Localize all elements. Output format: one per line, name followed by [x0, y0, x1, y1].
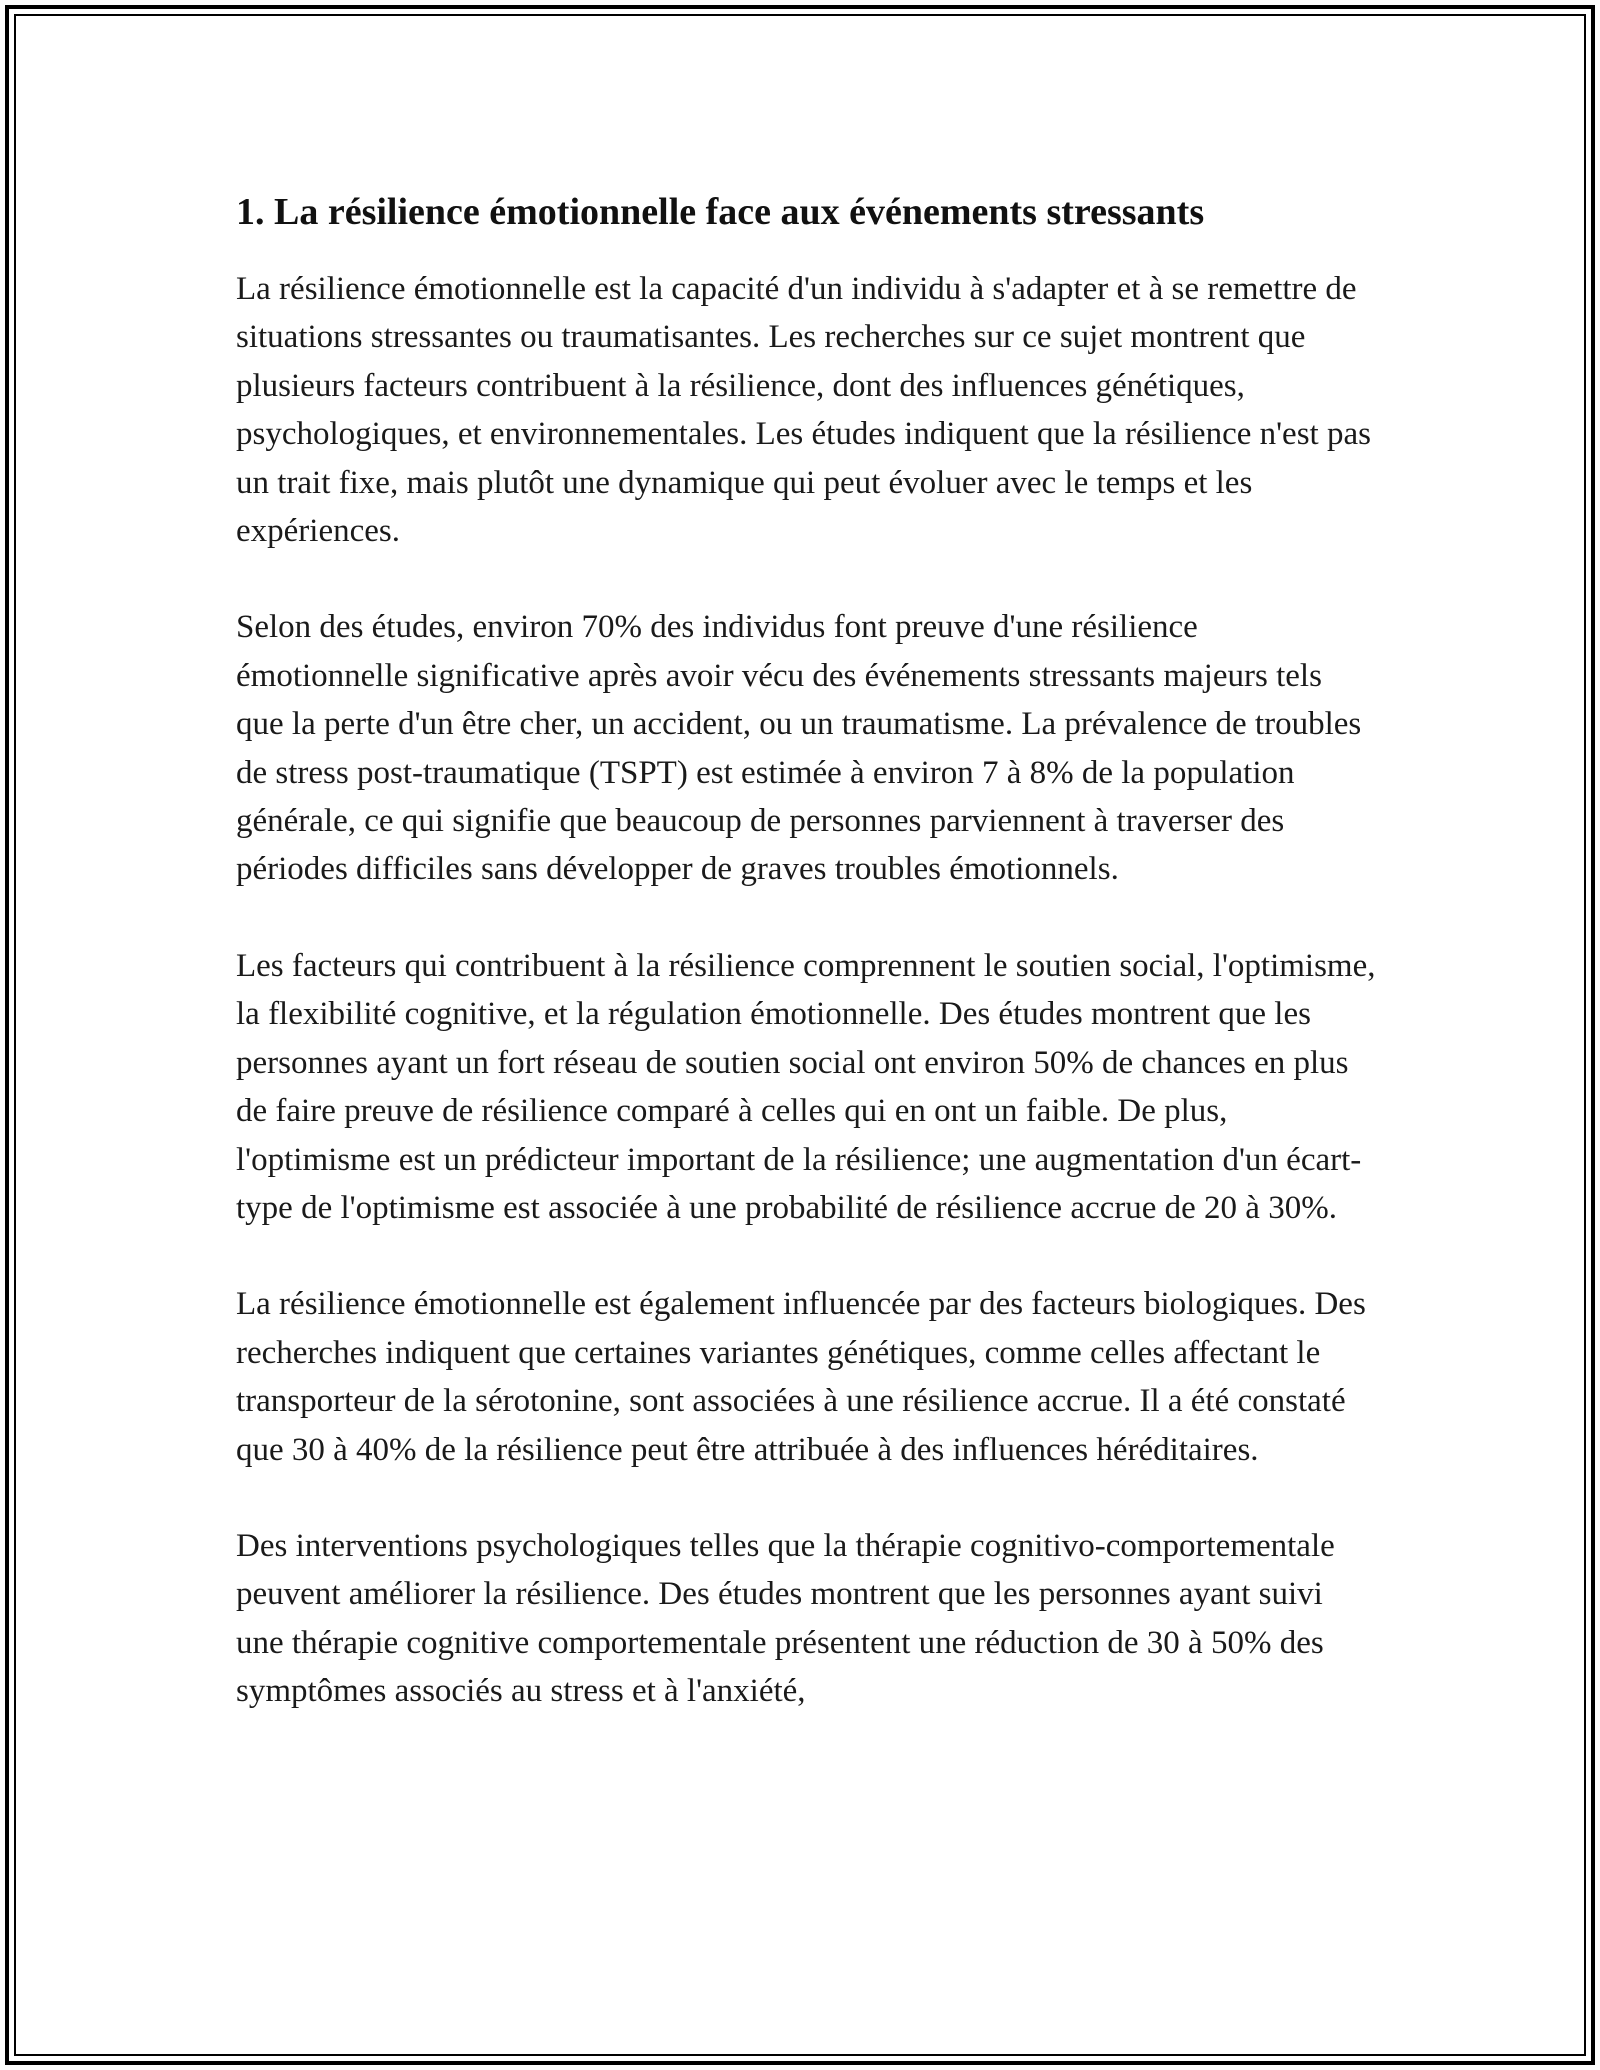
section-heading: 1. La résilience émotionnelle face aux événements stressants [236, 191, 1205, 233]
paragraph-factors: Les facteurs qui contribuent à la résilience comprennent le soutien social, l'optimisme, la flexibilité cognitive, et la régulation émotionnelle. Des études montrent que les personnes ayant un fort réseau de soutien social ont environ 50% de chances en plus de faire preuve de résilience comparé à celles qui en ont un faible. De plus, l'optimisme est un prédicteur important de la résilience; une augmentation d'un écart-type de l'optimisme est associée à une probabilité de résilience accrue de 20 à 30%. [236, 947, 1376, 1226]
paragraph-prevalence: Selon des études, environ 70% des individus font preuve d'une résilience émotionnelle significative après avoir vécu des événements stressants majeurs tels que la perte d'un être cher, un accident, ou un traumatisme. La prévalence de troubles de stress post-traumatique (TSPT) est estimée à environ 7 à 8% de la population générale, ce qui signifie que beaucoup de personnes parviennent à traverser des périodes difficiles sans développer de graves troubles émotionnels. [236, 609, 1362, 888]
document-body [236, 185, 1376, 1764]
paragraph-biology: La résilience émotionnelle est également influencée par des facteurs biologiques. Des recherches indiquent que certaines variantes génétiques, comme celles affectant le transporteur de la sérotonine, sont associées à une résilience accrue. Il a été constaté que 30 à 40% de la résilience peut être attribuée à des influences héréditaires. [236, 1286, 1366, 1468]
paragraph-definition: La résilience émotionnelle est la capacité d'un individu à s'adapter et à se remettre de situations stressantes ou traumatisantes. Les recherches sur ce sujet montrent que plusieurs facteurs contribuent à la résilience, dont des influences génétiques, psychologiques, et environnementales. Les études indiquent que la résilience n'est pas un trait fixe, mais plutôt une dynamique qui peut évoluer avec le temps et les expériences. [236, 271, 1371, 550]
paragraph-interventions: Des interventions psychologiques telles que la thérapie cognitivo-comportementale peuvent améliorer la résilience. Des études montrent que les personnes ayant suivi une thérapie cognitive comportementale présentent une réduction de 30 à 50% des symptômes associés au stress et à l'anxiété, [236, 1527, 1335, 1710]
